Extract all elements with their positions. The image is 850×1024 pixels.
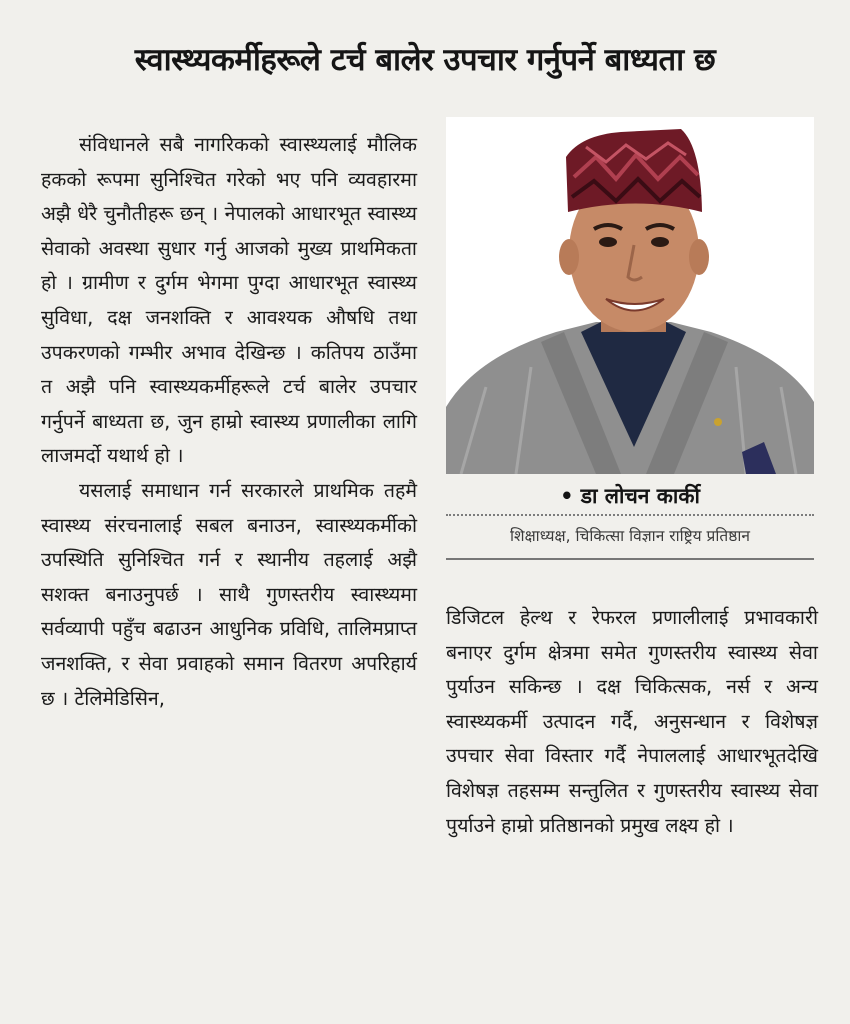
article-paragraph-3: डिजिटल हेल्थ र रेफरल प्रणालीलाई प्रभावकारी बनाएर दुर्गम क्षेत्रमा समेत गुणस्तरीय स्वास्थ्य सेवा पुर्याउन सकिन्छ । दक्ष चिकित्सक, नर्स र अन्य स्वास्थ्यकर्मी उत्पादन गर्दै, अनुसन्धान र विशेषज्ञ उपचार सेवा विस्तार गर्दै नेपाललाई आधारभूतदेखि विशेषज्ञ तहसम्म सन्तुलित र गुणस्तरीय स्वास्थ्य सेवा पुर्याउने हाम्रो प्रतिष्ठानको प्रमुख लक्ष्य हो । — [446, 606, 818, 837]
profile-photo — [446, 117, 814, 474]
profile-designation: शिक्षाध्यक्ष, चिकित्सा विज्ञान राष्ट्रिय प्रतिष्ठान — [510, 527, 750, 545]
article-right-column — [446, 601, 818, 843]
profile-name: • डा लोचन कार्की — [560, 484, 700, 508]
article-headline: स्वास्थ्यकर्मीहरूले टर्च बालेर उपचार गर्नुपर्ने बाध्यता छ — [134, 42, 716, 78]
article-left-column — [41, 128, 417, 716]
article-paragraph-1: संविधानले सबै नागरिकको स्वास्थ्यलाई मौलिक हकको रूपमा सुनिश्चित गरेको भए पनि व्यवहारमा अझै धेरै चुनौतीहरू छन् । नेपालको आधारभूत स्वास्थ्य सेवाको अवस्था सुधार गर्नु आजको मुख्य प्राथमिकता हो । ग्रामीण र दुर्गम भेगमा पुग्दा आधारभूत स्वास्थ्य सुविधा, दक्ष जनशक्ति र आवश्यक औषधि तथा उपकरणको गम्भीर अभाव देखिन्छ । कतिपय ठाउँमा त अझै पनि स्वास्थ्यकर्मीहरूले टर्च बालेर उपचार गर्नुपर्ने बाध्यता छ, जुन हाम्रो स्वास्थ्य प्रणालीका लागि लाजमर्दो यथार्थ हो । — [41, 133, 417, 468]
article-paragraph-2: यसलाई समाधान गर्न सरकारले प्राथमिक तहमै स्वास्थ्य संरचनालाई सबल बनाउन, स्वास्थ्यकर्मीको उपस्थिति सुनिश्चित गर्न र स्थानीय तहलाई अझै सशक्त बनाउनुपर्छ । साथै गुणस्तरीय स्वास्थ्यमा सर्वव्यापी पहुँच बढाउन आधुनिक प्रविधि, तालिमप्राप्त जनशक्ति, र सेवा प्रवाहको समान वितरण अपरिहार्य छ । टेलिमेडिसिन, — [41, 478, 417, 710]
dhaka-topi — [566, 129, 702, 212]
portrait-illustration — [446, 117, 814, 474]
caption-divider — [446, 558, 814, 560]
caption-divider-dotted — [446, 514, 814, 516]
